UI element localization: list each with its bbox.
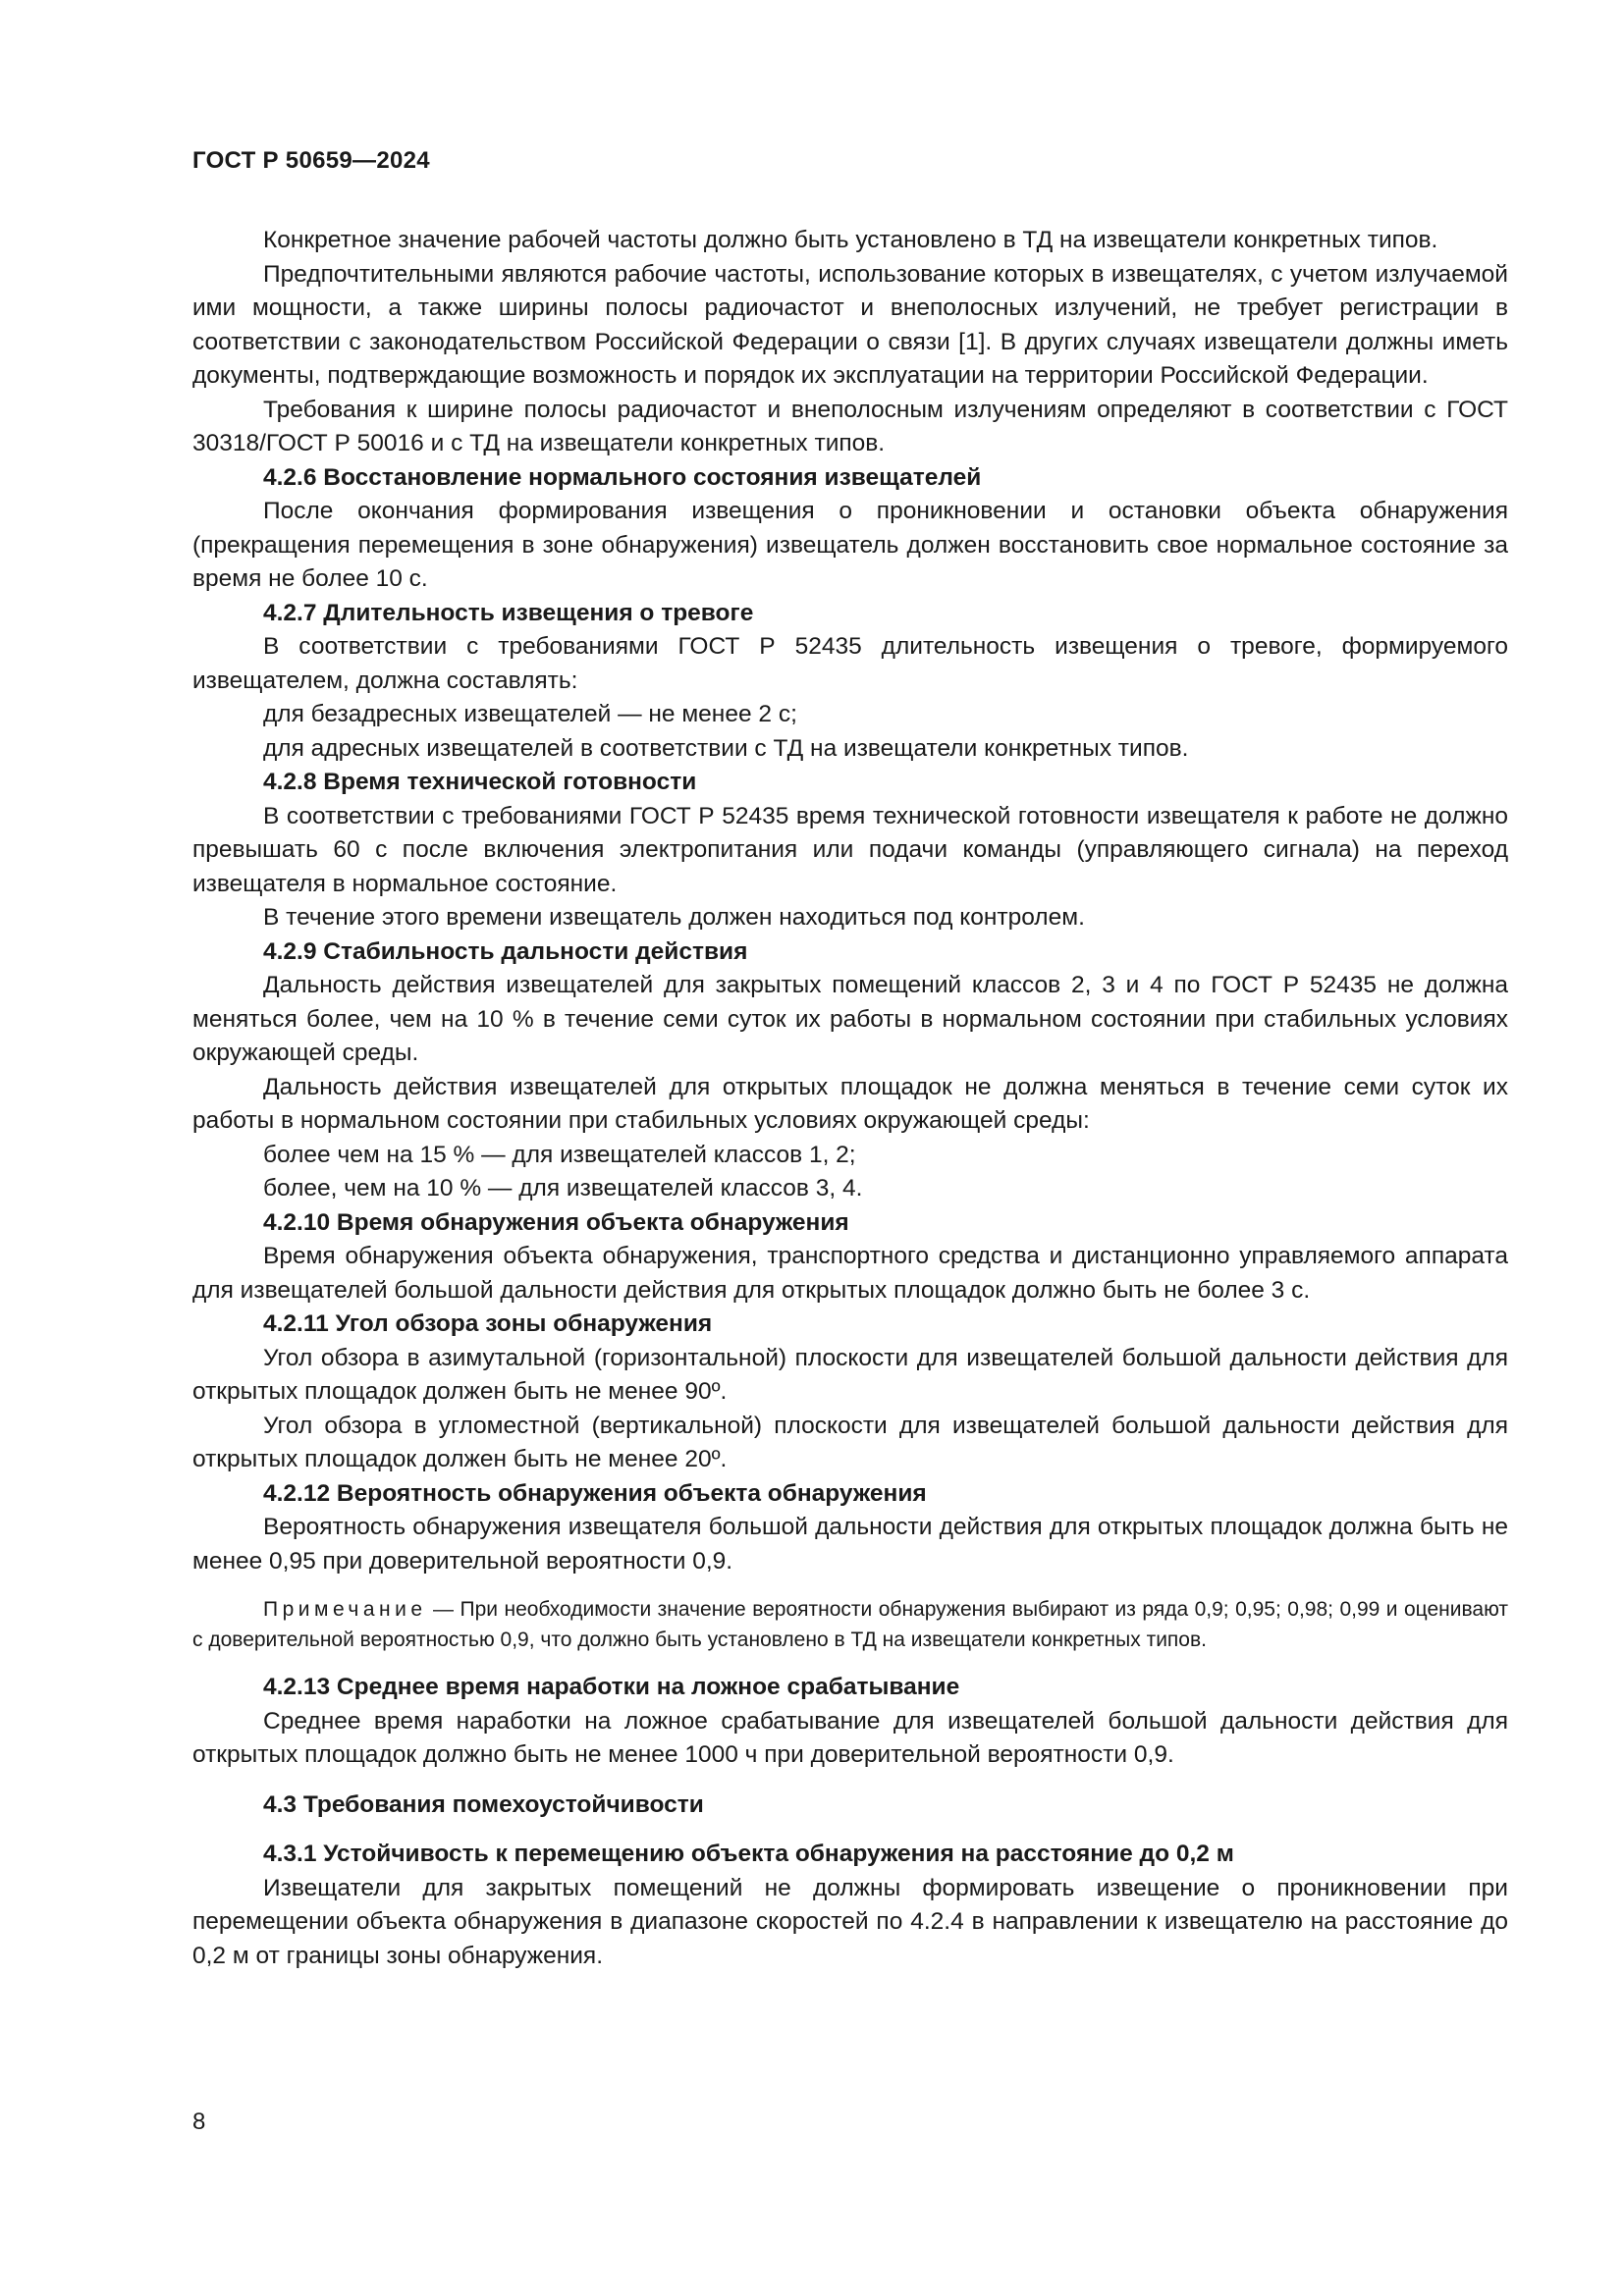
body-paragraph: Конкретное значение рабочей частоты должно быть установлено в ТД на извещатели конкретных типов.	[263, 227, 1438, 253]
body-paragraph: Время обнаружения объекта обнаружения, транспортного средства и дистанционно управляемого аппарата для извещателей большой дальности действия для открытых площадок должно быть не более 3 с.	[192, 1243, 1508, 1304]
body-paragraph: Требования к ширине полосы радиочастот и внеполосным излучениям определяют в соответствии с ГОСТ 30318/ГОСТ Р 50016 и с ТД на извещатели конкретных типов.	[192, 396, 1508, 456]
section-heading: 4.2.11 Угол обзора зоны обнаружения	[263, 1310, 713, 1337]
body-paragraph: В соответствии с требованиями ГОСТ Р 52435 время технической готовности извещателя к работе не должно превышать 60 с после включения электропитания или подачи команды (управляющего сигнала) на переход извещателя в нормальное состояние.	[192, 802, 1508, 897]
section-heading: 4.2.9 Стабильность дальности действия	[263, 937, 748, 965]
section-heading: 4.3.1 Устойчивость к перемещению объекта обнаружения на расстояние до 0,2 м	[263, 1841, 1234, 1867]
document-header: ГОСТ Р 50659—2024	[192, 147, 430, 174]
list-item: более, чем на 10 % — для извещателей классов 3, 4.	[263, 1175, 863, 1201]
section-heading: 4.2.10 Время обнаружения объекта обнаружения	[263, 1208, 849, 1236]
section-heading: 4.2.12 Вероятность обнаружения объекта обнаружения	[263, 1479, 927, 1507]
body-paragraph: Дальность действия извещателей для закрытых помещений классов 2, 3 и 4 по ГОСТ Р 52435 не должна меняться более, чем на 10 % в течение семи суток их работы в нормальном состоянии при стабильных условиях окружающей среды.	[192, 972, 1508, 1066]
body-paragraph: В течение этого времени извещатель должен находиться под контролем.	[263, 904, 1085, 931]
body-paragraph: Угол обзора в азимутальной (горизонтальной) плоскости для извещателей большой дальности действия для открытых площадок должен быть не менее 90º.	[192, 1344, 1508, 1405]
body-paragraph: Дальность действия извещателей для открытых площадок не должна меняться в течение семи суток их работы в нормальном состоянии при стабильных условиях окружающей среды:	[192, 1073, 1508, 1134]
section-heading: 4.3 Требования помехоустойчивости	[263, 1790, 704, 1818]
note-label: Примечание	[263, 1598, 427, 1621]
body-paragraph: Предпочтительными являются рабочие частоты, использование которых в извещателях, с учетом излучаемой ими мощности, а также ширины полосы радиочастот и внеполосных излучений, не требует регистрации в соответствии с законодательством Российской Федерации о связи [1]. В других случаях извещатели должны иметь документы, подтверждающие возможность и порядок их эксплуатации на территории Российской Федерации.	[192, 260, 1508, 389]
list-item: более чем на 15 % — для извещателей классов 1, 2;	[263, 1141, 856, 1168]
body-paragraph: В соответствии с требованиями ГОСТ Р 52435 длительность извещения о тревоге, формируемого извещателем, должна составлять:	[192, 633, 1508, 694]
body-paragraph: Среднее время наработки на ложное срабатывание для извещателей большой дальности действия для открытых площадок должно быть не менее 1000 ч при доверительной вероятности 0,9.	[192, 1707, 1508, 1768]
section-heading: 4.2.8 Время технической готовности	[263, 769, 697, 795]
section-heading: 4.2.6 Восстановление нормального состояния извещателей	[263, 463, 982, 491]
note-text: — При необходимости значение вероятности обнаружения выбирают из ряда 0,9; 0,95; 0,98; 0,99 и оценивают с доверительной вероятностью 0,9, что должно быть установлено в ТД на извещатели конкретных типов.	[192, 1598, 1508, 1651]
section-heading: 4.2.7 Длительность извещения о тревоге	[263, 599, 754, 626]
document-body	[192, 224, 1508, 1973]
body-paragraph: Извещатели для закрытых помещений не должны формировать извещение о проникновении при перемещении объекта обнаружения в диапазоне скоростей по 4.2.4 в направлении к извещателю на расстояние до 0,2 м от границы зоны обнаружения.	[192, 1874, 1508, 1969]
section-heading: 4.2.13 Среднее время наработки на ложное срабатывание	[263, 1674, 960, 1700]
note-paragraph	[192, 1594, 1508, 1655]
list-item: для безадресных извещателей — не менее 2 с;	[263, 701, 797, 727]
body-paragraph: Угол обзора в угломестной (вертикальной) плоскости для извещателей большой дальности действия для открытых площадок должен быть не менее 20º.	[192, 1412, 1508, 1472]
list-item: для адресных извещателей в соответствии с ТД на извещатели конкретных типов.	[263, 734, 1189, 762]
body-paragraph: После окончания формирования извещения о проникновении и остановки объекта обнаружения (прекращения перемещения в зоне обнаружения) извещатель должен восстановить свое нормальное состояние за время не более 10 с.	[192, 498, 1508, 592]
page-number: 8	[192, 2109, 206, 2135]
body-paragraph: Вероятность обнаружения извещателя большой дальности действия для открытых площадок должна быть не менее 0,95 при доверительной вероятности 0,9.	[192, 1514, 1508, 1575]
